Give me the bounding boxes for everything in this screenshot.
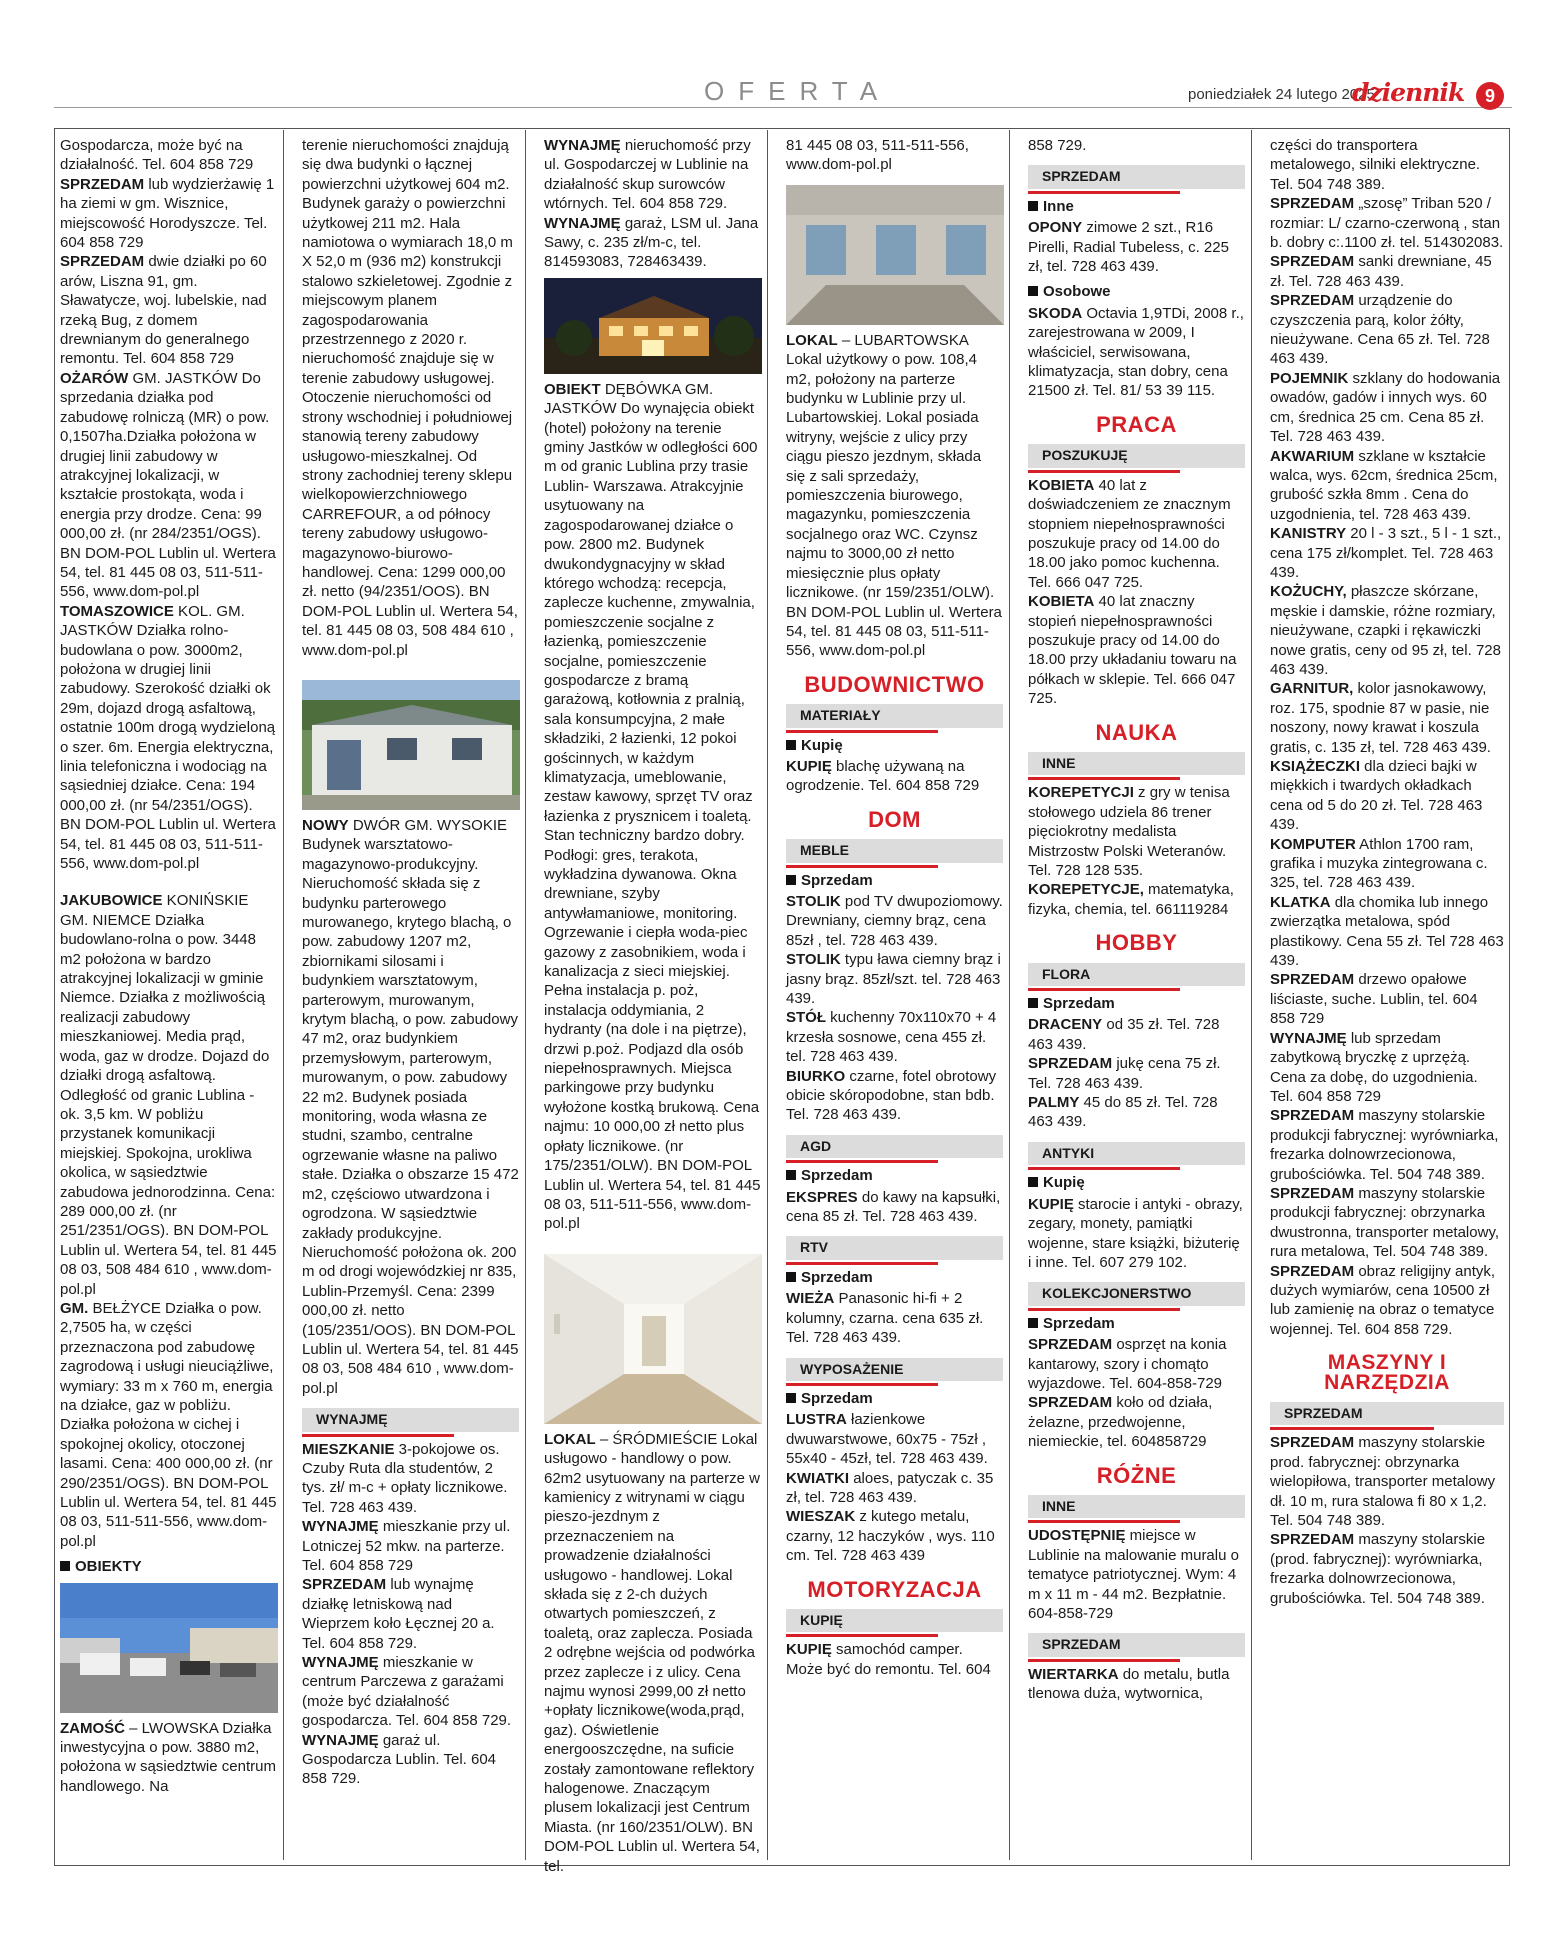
ad: SPRZEDAM koło od działa, żelazne, przedwojenne, niemieckie, tel. 604858729 [1028,1394,1213,1451]
group-heading: Sprzedam [786,1389,1003,1408]
ad: KOREPETYCJI z gry w tenisa stołowego udziela 86 trener pięciokrotny medalista Mistrzostw Polski Weteranów. Tel. 728 128 535. [1028,784,1230,879]
category-heading: MOTORYZACJA [807,1576,982,1602]
subsection-header: ANTYKI [1028,1142,1245,1165]
group-heading: Osobowe [1028,282,1245,301]
ad: SPRZEDAM maszyny stolarskie prod. fabrycznej: obrzynarka wielopiłowa, transporter metalowy dł. 10 m, rura stalowa fi 80 x 1,2. Tel. 504 748 389. [1270,1434,1496,1530]
ad: WYNAJMĘ mieszkanie przy ul. Lotniczej 52 mkw. na parterze. Tel. 604 858 729 [302,1518,511,1574]
category-heading: NAUKA [1095,719,1178,745]
column-1 [54,130,284,1860]
photo-hotel-night [544,278,762,374]
ad: SPRZEDAM dwie działki po 60 arów, Liszna 91, gm. Sławatycze, woj. lubelskie, nad rzeką Bug, z domem drewnianym do generalnego remontu. Tel. 604 858 729 [60,253,267,368]
group-heading: Sprzedam [786,1166,1003,1185]
ad: STOLIK typu ława ciemny brąz i jasny brąz. 85zł/szt. tel. 728 463 439. [786,951,1001,1007]
ad: WIESZAK z kutego metalu, czarny, 12 haczyków , wys. 110 cm. Tel. 728 463 439 [786,1508,995,1565]
subsection-header: FLORA [1028,963,1245,986]
column-4 [780,130,1010,1860]
ad: SPRZEDAM obraz religijny antyk, dużych wymiarów, cena 10500 zł lub zamienię na obraz o tematyce wojennej. Tel. 604 858 729. [1270,1262,1496,1338]
square-bullet-icon [1028,998,1038,1008]
subsection-header: INNE [1028,752,1245,775]
subsection-header: INNE [1028,1495,1245,1518]
issue-date: poniedziałek 24 lutego 2025 [1188,86,1375,103]
square-bullet-icon [1028,1318,1038,1328]
group-heading: Kupię [1028,1173,1245,1192]
square-bullet-icon [1028,286,1038,296]
category-heading: RÓŻNE [1096,1462,1177,1488]
ad: SPRZEDAM drzewo opałowe liściaste, suche. Lublin, tel. 604 858 729 [1270,971,1478,1028]
ad: części do transportera metalowego, silniki elektryczne. Tel. 504 748 389. [1270,137,1481,193]
photo-empty-shop [786,185,1004,325]
group-heading: Kupię [786,736,1003,755]
subsection-header: KOLEKCJONERSTWO [1028,1282,1245,1305]
ad: TOMASZOWICE KOL. GM. JASTKÓW Działka rolno-budowlana o pow. 3000m2, położona w drugiej linii zabudowy. Szerokość działki ok 29m, dojazd drogą asfaltową, ostatnie 100m drogą wydzieloną o szer. 6m. Energia elektryczna, linia telefoniczna i wodociąg na sąsiedniej działce. Cena: 194 000,00 zł. (nr 54/2351/OGS). BN DOM-POL Lublin ul. Wertera 54, tel. 81 445 08 03, 511-511-556, www.dom-pol.pl [60,602,276,873]
ad: KUPIĘ samochód camper. Może być do remontu. Tel. 604 [786,1641,991,1678]
ad: PALMY 45 do 85 zł. Tel. 728 463 439. [1028,1094,1218,1131]
page-number: 9 [1476,82,1504,110]
ad: WIERTARKA do metalu, butla tlenowa duża, wytwornica, [1028,1665,1230,1703]
ad: SPRZEDAM maszyny stolarskie (prod. fabrycznej): wyrówniarka, frezarka dolnowrzecionowa, grubościówka. Tel. 504 748 389. [1270,1531,1486,1607]
square-bullet-icon [786,1393,796,1403]
ad: EKSPRES do kawy na kapsułki, cena 85 zł. Tel. 728 463 439. [786,1188,1001,1226]
subsection-header: WYPOSAŻENIE [786,1358,1003,1381]
ad: SPRZEDAM sanki drewniane, 45 zł. Tel. 728 463 439. [1270,253,1492,290]
ad: KOŻUCHY, płaszcze skórzane, męskie i damskie, różne rozmiary, nieużywane, czapki i rękawiczki nowe gratis, ceny od 95 zł, tel. 728 463 439. [1270,583,1501,678]
ad: SPRZEDAM maszyny stolarskie produkcji fabrycznej: wyrówniarka, frezarka dolnowrzecionowa, grubościówka. Tel. 504 748 389. [1270,1107,1499,1183]
square-bullet-icon [786,875,796,885]
ad: DRACENY od 35 zł. Tel. 728 463 439. [1028,1016,1220,1053]
ad: terenie nieruchomości znajdują się dwa budynki o łącznej powierzchni użytkowej 604 m2. Budynek garaży o powierzchni użytkowej 211 m2. Hala namiotowa o wymiarach 18,0 m X 52,0 m (936 m2) konstrukcji stalowo szkieletowej. Zgodnie z miejscowym planem zagospodarowania przestrzennego z 2020 r. nieruchomość znajduje się w terenie zabudowy usługowej. Otoczenie nieruchomości od strony wschodniej i południowej stanowią tereny zabudowy usługowo-mieszkalnej. Od strony zachodniej tereny sklepu wielkopowierzchniowego CARREFOUR, a od północy tereny zabudowy usługowo-magazynowo-biurowo-handlowej. Cena: 1299 000,00 zł. netto (94/2351/OOS). BN DOM-POL Lublin ul. Wertera 54, tel. 81 445 08 03, 508 484 610 , www.dom-pol.pl [302,137,518,659]
ad: 858 729. [1028,137,1087,154]
photo-warehouse [302,680,520,810]
ad: WIEŻA Panasonic hi-fi + 2 kolumny, czarna. cena 635 zł. Tel. 728 463 439. [786,1290,984,1347]
column-5 [1022,130,1252,1860]
ad: KWIATKI aloes, patyczak c. 35 zł, tel. 728 463 439. [786,1469,994,1506]
ad: UDOSTĘPNIĘ miejsce w Lublinie na malowanie muralu o tematyce patriotycznej. Wym: 4 m x 11 m - 44 m2. Bezpłatnie. 604-858-729 [1028,1527,1239,1622]
ad: WYNAJMĘ nieruchomość przy ul. Gospodarczej w Lublinie na działalność skup surowców wtórnych. Tel. 604 858 729. [544,137,751,213]
ad: MIESZKANIE 3-pokojowe os. Czuby Ruta dla studentów, 2 tys. zł/ m-c + opłaty licznikowe. Tel. 728 463 439. [302,1440,508,1516]
ad: STÓŁ kuchenny 70x110x70 + 4 krzesła sosnowe, cena 455 zł. tel. 728 463 439. [786,1009,997,1066]
ad: SPRZEDAM osprzęt na konia kantarowy, szory i chomąto wyjazdowe. Tel. 604-858-729 [1028,1336,1227,1392]
ad: AKWARIUM szklane w kształcie walca, wys. 62cm, średnica 25cm, grubość szkła 8mm . Cena do uzgodnienia, tel. 728 463 439. [1270,447,1498,523]
subsection-header: MATERIAŁY [786,704,1003,727]
category-heading: DOM [868,806,921,832]
ad: Gospodarcza, może być na działalność. Tel. 604 858 729 [60,137,254,174]
ad: SPRZEDAM lub wydzierżawię 1 ha ziemi w gm. Wisznice, miejscowość Horodyszcze. Tel. 604 858 729 [60,175,275,252]
ad: OŻARÓW GM. JASTKÓW Do sprzedania działka pod zabudowę rolniczą (MR) o pow. 0,1507ha.Działka położona w drugiej linii zabudowy w atrakcyjnej lokalizacji, w kształcie prostokąta, woda i energia przy drodze. Cena: 99 000,00 zł. (nr 284/2351/OGS). BN DOM-POL Lublin ul. Wertera 54, tel. 81 445 08 03, 511-511-556, www.dom-pol.pl [60,369,276,601]
group-heading: Sprzedam [786,1268,1003,1287]
group-heading: Sprzedam [1028,1314,1245,1333]
ad: WYNAJMĘ garaż, LSM ul. Jana Sawy, c. 235 zł/m-c, tel. 814593083, 728463439. [544,214,759,271]
group-heading: Sprzedam [786,871,1003,890]
subsection-header: AGD [786,1135,1003,1158]
subsection-header: MEBLE [786,839,1003,862]
ad: KOREPETYCJE, matematyka, fizyka, chemia, tel. 661119284 [1028,881,1234,918]
subsection-header: SPRZEDAM [1270,1402,1504,1425]
ad: KOMPUTER Athlon 1700 ram, grafika i muzyka zintegrowana c. 325, tel. 728 463 439. [1270,835,1488,892]
column-2 [296,130,526,1860]
ad: KANISTRY 20 l - 3 szt., 5 l - 1 szt., cena 175 zł/komplet. Tel. 728 463 439. [1270,525,1502,581]
ad: SKODA Octavia 1,9TDi, 2008 r., zarejestrowana w 2009, I właściciel, serwisowana, klimatyzacja, stan dobry, cena 21500 zł. Tel. 81/ 53 39 115. [1028,304,1244,400]
ad: JAKUBOWICE KONIŃSKIE GM. NIEMCE Działka budowlano-rolna o pow. 3448 m2 położona w bardzo atrakcyjnej lokalizacji w gminie Niemce. Działka z możliwością realizacji zabudowy mieszkaniowej. Media prąd, woda, gaz w drodze. Dojazd do działki drogą asfaltową. Odległość od granic Lublina - ok. 3,5 km. W pobliżu przystanek komunikacji miejskiej. Spokojna, urokliwa okolica, w sąsiedztwie zabudowa jednorodzinna. Cena: 289 000,00 zł. (nr 251/2351/OGS). BN DOM-POL Lublin ul. Wertera 54, tel. 81 445 08 03, 508 484 610 , www.dom-pol.pl [60,892,277,1298]
ad: SPRZEDAM urządzenie do czyszczenia parą, kolor żółty, nieużywane. Cena 65 zł. Tel. 728 463 439. [1270,292,1490,368]
group-heading: OBIEKTY [60,1557,277,1576]
newspaper-logo: dziennik [1352,78,1465,107]
ad: 81 445 08 03, 511-511-556, www.dom-pol.pl [786,137,969,174]
category-heading: MASZYNY I NARZĘDZIA [1324,1351,1450,1394]
category-heading: PRACA [1096,411,1177,437]
square-bullet-icon [1028,1177,1038,1187]
ad: KOBIETA 40 lat znaczny stopień niepełnosprawności poszukuje pracy od 14.00 do 18.00 przy układaniu towaru na półkach w sklepie. Tel. 666 047 725. [1028,593,1237,708]
group-heading: Sprzedam [1028,994,1245,1013]
header-rule [54,107,1512,108]
ad: NOWY DWÓR GM. WYSOKIE Budynek warsztatowo-magazynowo-produkcyjny. Nieruchomość składa się z budynku parterowego murowanego, krytego blachą, o pow. zabudowy 1207 m2, zbiornikami silosami i budynkiem warsztatowym, parterowym, murowanym, krytym blachą, o pow. zabudowy 47 m2, oraz budynkiem przemysłowym, parterowym, murowanym, o pow. zabudowy 22 m2. Budynek posiada monitoring, woda własna ze studni, szambo, centralne ogrzewanie własne na paliwo stałe. Działka o obszarze 15 472 m2, częściowo utwardzona i ogrodzona. W sąsiedztwie zakłady produkcyjne. Nieruchomość położona ok. 200 m od drogi wojewódzkiej nr 835, Lublin-Przemyśl. Cena: 2399 000,00 zł. netto (105/2351/OOS). BN DOM-POL Lublin ul. Wertera 54, tel. 81 445 08 03, 508 484 610 , www.dom-pol.pl [302,816,519,1397]
ad: SPRZEDAM „szosę” Triban 520 / rozmiar: L/ czarno-czerwoną , stan b. dobry c:.1100 zł. tel. 514302083. [1270,195,1504,252]
square-bullet-icon [1028,201,1038,211]
square-bullet-icon [786,1272,796,1282]
photo-corridor [544,1254,762,1424]
classifieds-grid [54,130,1510,1875]
section-title: OFERTA [704,76,892,106]
photo-parking-lot [60,1583,278,1713]
category-heading: BUDOWNICTWO [804,671,985,697]
subsection-header: WYNAJMĘ [302,1408,519,1431]
subsection-header: SPRZEDAM [1028,1633,1245,1656]
category-heading: HOBBY [1095,930,1178,956]
ad: GM. BEŁŻYCE Działka o pow. 2,7505 ha, w części przeznaczona pod zabudowę zagrodową i usługi nieuciążliwe, wymiary: 33 m x 760 m, energia na działce, gaz w pobliżu. Działka położona w cichej i spokojnej okolicy, otoczonej lasami. Cena: 400 000,00 zł. (nr 290/2351/OGS). BN DOM-POL Lublin ul. Wertera 54, tel. 81 445 08 03, 511-511-556, www.dom-pol.pl [60,1299,277,1550]
group-heading: Inne [1028,197,1245,216]
ad: BIURKO czarne, fotel obrotowy obicie skóropodobne, stan bdb. Tel. 728 463 439. [786,1067,997,1124]
ad: WYNAJMĘ lub sprzedam zabytkową bryczkę z uprzężą. Cena za dobę, do uzgodnienia. Tel. 604 858 729 [1270,1029,1478,1105]
column-6 [1264,130,1510,1860]
column-3 [538,130,768,1875]
ad: KUPIĘ starocie i antyki - obrazy, zegary, monety, pamiątki wojenne, stare książki, biżuterię i inne. Tel. 607 279 102. [1028,1195,1243,1271]
ad: KSIĄŻECZKI dla dzieci bajki w miękkich i twardych okładkach cena od 5 do 20 zł. Tel. 728 463 439. [1270,758,1483,834]
ad: ZAMOŚĆ – LWOWSKA Działka inwestycyjna o pow. 3880 m2, położona w sąsiedztwie centrum handlowego. Na [60,1719,276,1795]
ad: OPONY zimowe 2 szt., R16 Pirelli, Radial Tubeless, c. 225 zł, tel. 728 463 439. [1028,219,1229,276]
ad: WYNAJMĘ mieszkanie w centrum Parczewa z garażami (może być działalność gospodarcza. Tel. 604 858 729. [302,1654,512,1730]
page-header [0,0,1558,118]
square-bullet-icon [60,1561,70,1571]
subsection-header: POSZUKUJĘ [1028,444,1245,467]
ad: KUPIĘ blachę używaną na ogrodzenie. Tel. 604 858 729 [786,757,980,795]
ad: OBIEKT DĘBÓWKA GM. JASTKÓW Do wynajęcia obiekt (hotel) położony na terenie gminy Jastków w odległości 600 m od granic Lublina przy trasie Lublin- Warszawa. Atrakcyjnie usytuowany na zagospodarowanej działce o pow. 2800 m2. Budynek dwukondygnacyjny w skład którego wchodzą: recepcja, zaplecze kuchenne, zmywalnia, pomieszczenie socjalne z łazienką, pomieszczenie socjalne, pomieszczenie gospodarcze z bramą garażową, kotłownia z pralnią, sala konsumpcyjna, 2 małe składziki, 2 łazienki, 12 pokoi gościnnych, w każdym klimatyzacja, umeblowanie, zestaw kawowy, sprzęt TV oraz łazienka z prysznicem i toaletą. Stan techniczny bardzo dobry. Podłogi: gres, terakota, wykładzina dywanowa. Okna drewniane, szyby antywłamaniowe, monitoring. Ogrzewanie i ciepła woda-piec gazowy z zasobnikiem, woda i kanalizacja z sieci miejskiej. Pełna instalacja p. poż, instalacja oddymiania, 2 hydranty (na dole i na piętrze), drzwi p.poż. Podjazd dla osób niepełnosprawnych. Miejsca parkingowe przy budynku wyłożone kostką brukową. Cena najmu: 10 000,00 zł netto plus opłaty licznikowe. (nr 175/2351/OLW). BN DOM-POL Lublin ul. Wertera 54, tel. 81 445 08 03, 511-511-556, www.dom-pol.pl [544,380,761,1233]
ad: SPRZEDAM maszyny stolarskie produkcji fabrycznej: obrzynarka dwustronna, transporter metalowy, rura metalowa, Tel. 504 748 389. [1270,1184,1499,1261]
ad: SPRZEDAM jukę cena 75 zł. Tel. 728 463 439. [1028,1055,1221,1092]
ad: LOKAL – ŚRÓDMIEŚCIE Lokal usługowo - handlowy o pow. 62m2 usytuowany na parterze w kamienicy z witrynami w ciągu pieszo-jezdnym z przeznaczeniem na prowadzenie działalności usługowo - handlowej. Lokal składa się z 2-ch dużych otwartych pomieszczeń, z toaletą, oraz zaplecza. Posiada 2 odrębne wejścia od podwórka przez zaplecze i z ulicy. Cena najmu wynosi 2999,00 zł netto +opłaty licznikowe(woda,prąd, gaz). Oświetlenie energooszczędne, na suficie zostały zamontowane reflektory halogenowe. Znaczącym plusem lokalizacji jest Centrum Miasta. (nr 160/2351/OLW). BN DOM-POL Lublin ul. Wertera 54, tel. [544,1430,760,1875]
square-bullet-icon [786,740,796,750]
ad: GARNITUR, kolor jasnokawowy, roz. 175, spodnie 87 w pasie, nie noszony, nowy krawat i koszula gratis, c. 135 zł, tel. 728 463 439. [1270,680,1491,756]
ad: KLATKA dla chomika lub innego zwierzątka metalowa, spód plastikowy. Cena 55 zł. Tel 728 463 439. [1270,893,1504,970]
ad: KOBIETA 40 lat z doświadczeniem ze znacznym stopniem niepełnosprawności poszukuje pracy od 14.00 do 18.00 jako pomoc kuchenna. Tel. 666 047 725. [1028,476,1231,591]
ad: LOKAL – LUBARTOWSKA Lokal użytkowy o pow. 108,4 m2, położony na parterze budynku w Lublinie przy ul. Lubartowskiej. Lokal posiada witryny, wejście z ulicy przy ciągu pieszo jezdnym, składa się z sali sprzedaży, pomieszczenia biurowego, magazynku, pomieszczenia socjalnego oraz WC. Czynsz najmu to 3000,00 zł netto miesięcznie plus opłaty licznikowe. (nr 159/2351/OLW). BN DOM-POL Lublin ul. Wertera 54, tel. 81 445 08 03, 511-511-556, www.dom-pol.pl [786,331,1002,660]
ad: LUSTRA łazienkowe dwuwarstwowe, 60x75 - 75zł , 55x40 - 45zł, tel. 728 463 439. [786,1411,988,1468]
ad: WYNAJMĘ garaż ul. Gospodarcza Lublin. Tel. 604 858 729. [302,1731,497,1788]
ad: SPRZEDAM lub wynajmę działkę letniskową nad Wieprzem koło Łęcznej 20 a. Tel. 604 858 729. [302,1576,495,1652]
square-bullet-icon [786,1170,796,1180]
ad: POJEMNIK szklany do hodowania owadów, gadów i innych wys. 60 cm, średnica 25 cm. Cena 85 zł. Tel. 728 463 439. [1270,369,1501,446]
ad: STOLIK pod TV dwupoziomowy. Drewniany, ciemny brąz, cena 85zł , tel. 728 463 439. [786,892,1003,949]
subsection-header: RTV [786,1236,1003,1259]
subsection-header: SPRZEDAM [1028,165,1245,188]
subsection-header: KUPIĘ [786,1609,1003,1632]
